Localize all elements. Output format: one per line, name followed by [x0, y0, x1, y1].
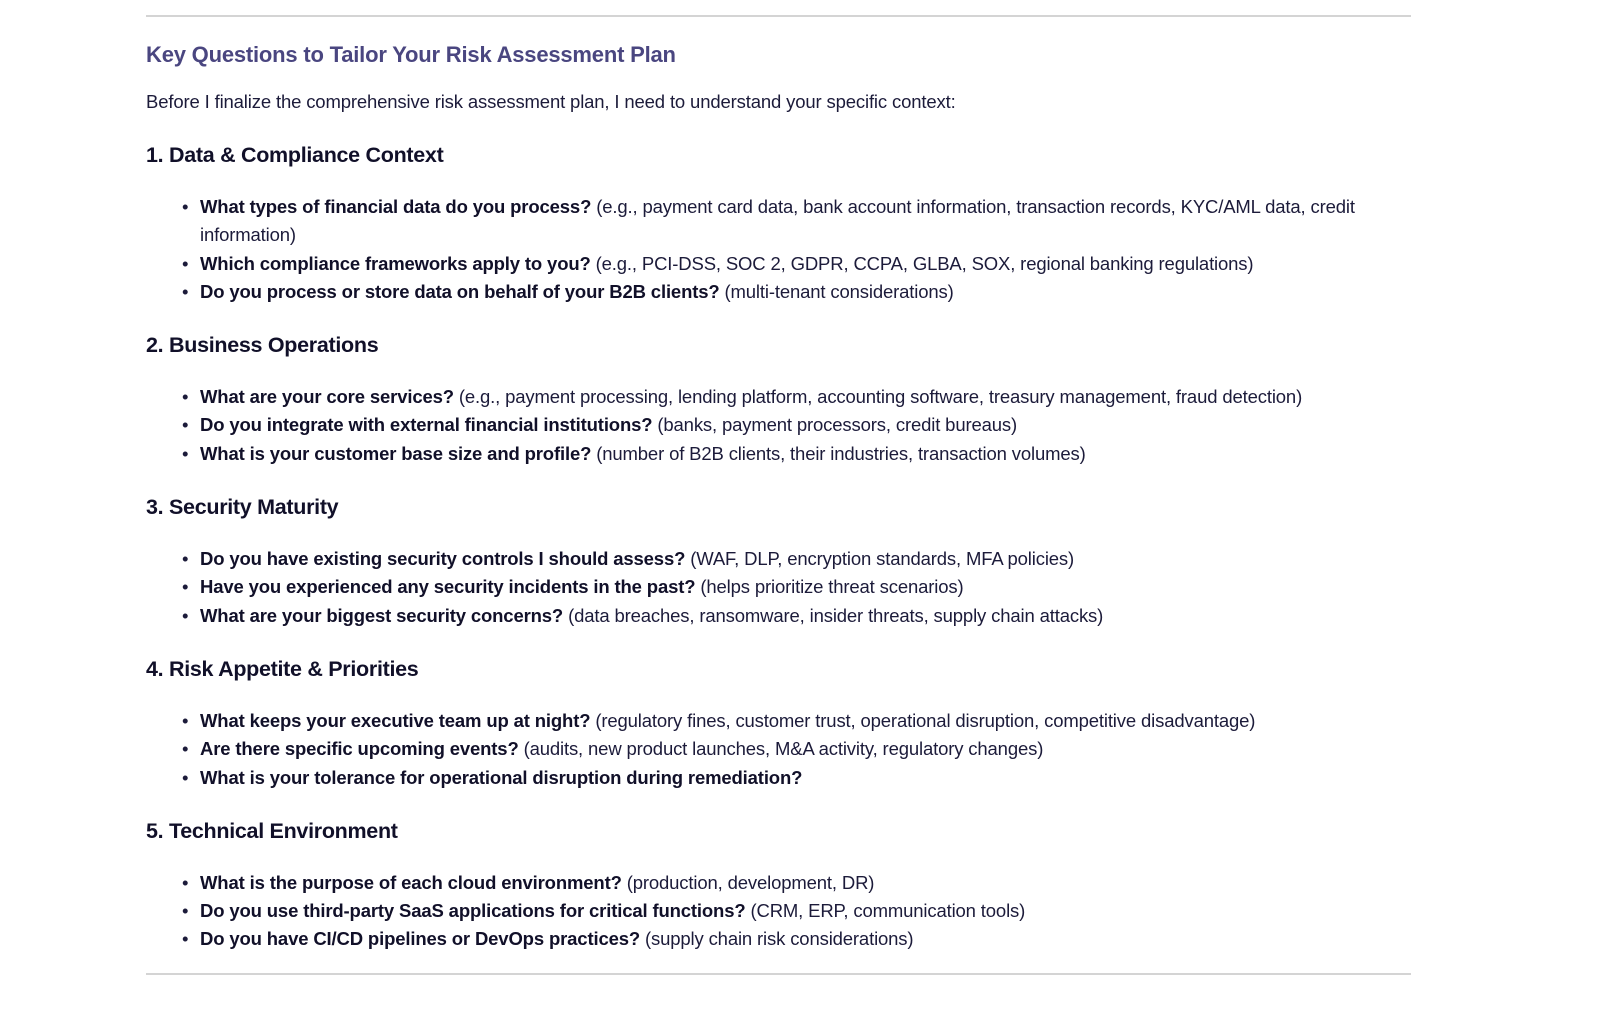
question-text: What keeps your executive team up at night? [200, 709, 591, 731]
question-note: (multi-tenant considerations) [719, 280, 954, 302]
bullet-icon: • [182, 252, 189, 274]
bullet-icon: • [182, 414, 189, 436]
bullet-icon: • [182, 738, 189, 760]
question-note: (audits, new product launches, M&A activity, regulatory changes) [518, 738, 1044, 760]
question-section-1 [146, 141, 1411, 306]
question-note: (production, development, DR) [621, 871, 875, 893]
question-text: Do you have existing security controls I should assess? [200, 548, 686, 570]
question-note: (supply chain risk considerations) [640, 928, 914, 950]
question-text: Which compliance frameworks apply to you? [200, 252, 591, 274]
question-section-2 [146, 331, 1411, 468]
question-text: Have you experienced any security incidents in the past? [200, 576, 696, 598]
question-text: Do you process or store data on behalf of your B2B clients? [200, 280, 720, 302]
question-item [182, 869, 1411, 897]
question-text: What is your tolerance for operational disruption during remediation? [200, 766, 803, 788]
question-text: What are your core services? [200, 386, 454, 408]
question-note: (helps prioritize threat scenarios) [695, 576, 964, 598]
top-divider [146, 15, 1411, 17]
question-note: (e.g., payment processing, lending platform, accounting software, treasury management, fraud detection) [453, 386, 1303, 408]
question-text: Do you use third-party SaaS applications for critical functions? [200, 900, 746, 922]
bullet-icon: • [182, 386, 189, 408]
question-item [182, 707, 1411, 735]
question-note: (e.g., PCI-DSS, SOC 2, GDPR, CCPA, GLBA, SOX, regional banking regulations) [590, 252, 1254, 274]
question-section-5 [146, 817, 1411, 954]
question-list [146, 707, 1411, 792]
section-heading: 4. Risk Appetite & Priorities [146, 656, 419, 681]
question-text: Are there specific upcoming events? [200, 738, 519, 760]
document [146, 0, 1411, 975]
question-note: (CRM, ERP, communication tools) [745, 900, 1026, 922]
question-item [182, 250, 1411, 278]
sections-container [146, 141, 1411, 954]
question-item [182, 602, 1411, 630]
question-item [182, 764, 1411, 792]
question-text: Do you integrate with external financial institutions? [200, 414, 653, 436]
section-heading: 2. Business Operations [146, 333, 379, 358]
question-note: (banks, payment processors, credit bureaus) [652, 414, 1017, 436]
question-note: (regulatory fines, customer trust, operational disruption, competitive disadvantage) [590, 709, 1256, 731]
bullet-icon: • [182, 442, 189, 464]
question-item [182, 278, 1411, 306]
question-item [182, 440, 1411, 468]
question-note: (WAF, DLP, encryption standards, MFA policies) [685, 548, 1075, 570]
section-heading: 3. Security Maturity [146, 495, 339, 520]
question-list [146, 545, 1411, 630]
question-list [146, 193, 1411, 306]
question-item [182, 411, 1411, 439]
question-section-4 [146, 655, 1411, 792]
bottom-divider [146, 973, 1411, 975]
question-note: (number of B2B clients, their industries, transaction volumes) [591, 442, 1086, 464]
bullet-icon: • [182, 766, 189, 788]
question-list [146, 869, 1411, 954]
question-list [146, 383, 1411, 468]
question-note: (data breaches, ransomware, insider threats, supply chain attacks) [563, 604, 1104, 626]
bullet-icon: • [182, 280, 189, 302]
question-item [182, 925, 1411, 953]
question-text: What are your biggest security concerns? [200, 604, 564, 626]
question-section-3 [146, 493, 1411, 630]
section-heading: 1. Data & Compliance Context [146, 143, 444, 167]
bullet-icon: • [182, 871, 189, 893]
document-title: Key Questions to Tailor Your Risk Assessment Plan [146, 42, 676, 67]
bullet-icon: • [182, 709, 189, 731]
question-text: What is the purpose of each cloud environment? [200, 871, 622, 893]
question-item [182, 545, 1411, 573]
bullet-icon: • [182, 900, 189, 922]
bullet-icon: • [182, 548, 189, 570]
question-text: What types of financial data do you process? [200, 196, 592, 217]
question-item [182, 573, 1411, 601]
question-item [182, 735, 1411, 763]
bullet-icon: • [182, 604, 189, 626]
question-text: Do you have CI/CD pipelines or DevOps practices? [200, 928, 641, 950]
question-note: (e.g., payment card data, bank account information, transaction records, KYC/AML data, credit information) [200, 196, 1355, 246]
bullet-icon: • [182, 576, 189, 598]
question-item [182, 383, 1411, 411]
question-text: What is your customer base size and profile? [200, 442, 592, 464]
bullet-icon: • [182, 196, 189, 217]
question-item [182, 897, 1411, 925]
section-heading: 5. Technical Environment [146, 818, 398, 843]
intro-paragraph: Before I finalize the comprehensive risk assessment plan, I need to understand your specific context: [146, 91, 956, 112]
question-item [182, 193, 1411, 250]
bullet-icon: • [182, 928, 189, 950]
